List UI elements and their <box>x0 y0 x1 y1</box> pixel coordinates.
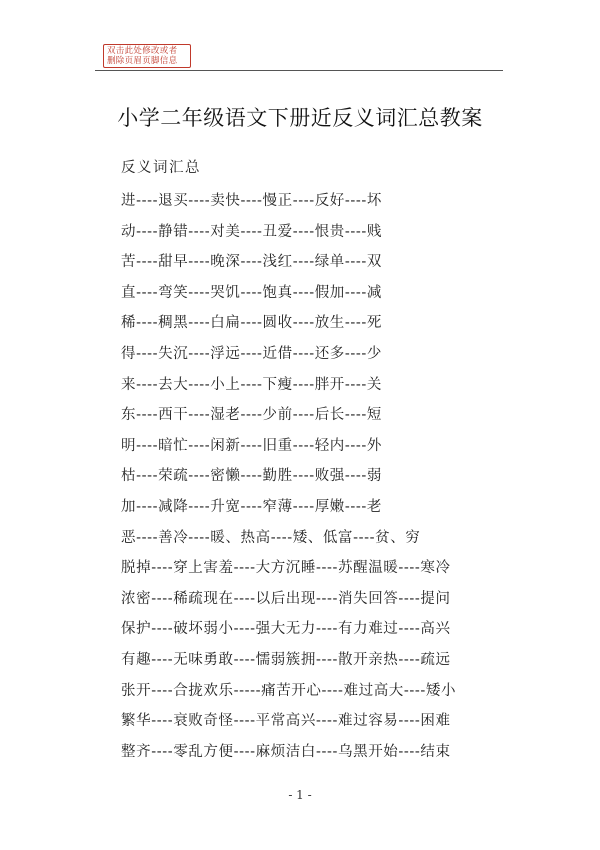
section-heading: 反义词汇总 <box>121 160 201 176</box>
antonym-line: 动----静错----对美----丑爱----恨贵----贱 <box>121 223 382 240</box>
header-divider <box>95 70 503 71</box>
antonym-list <box>121 192 501 773</box>
antonym-line: 恶----善冷----暖、热高----矮、低富----贫、穷 <box>121 529 421 546</box>
antonym-line: 稀----稠黑----白扁----圆收----放生----死 <box>121 315 382 332</box>
antonym-line: 得----失沉----浮远----近借----还多----少 <box>121 345 382 362</box>
antonym-line: 进----退买----卖快----慢正----反好----坏 <box>121 193 382 209</box>
antonym-line: 苦----甜早----晚深----浅红----绿单----双 <box>121 254 382 271</box>
page-number: - 1 - <box>288 788 312 802</box>
antonym-line: 来----去大----小上----下瘦----胖开----关 <box>121 376 382 393</box>
antonym-line: 脱掉----穿上害羞----大方沉睡----苏醒温暖----寒冷 <box>121 560 451 577</box>
antonym-line: 东----西干----湿老----少前----后长----短 <box>121 407 382 424</box>
antonym-line: 繁华----衰败奇怪----平常高兴----难过容易----困难 <box>121 713 451 730</box>
antonym-line: 保护----破坏弱小----强大无力----有力难过----高兴 <box>121 621 451 638</box>
antonym-line: 浓密----稀疏现在----以后出现----消失回答----提问 <box>121 590 451 607</box>
stamp-line-2: 删除页眉页脚信息 <box>107 56 178 66</box>
antonym-line: 枯----荣疏----密懒----勤胜----败强----弱 <box>121 468 382 485</box>
document-title: 小学二年级语文下册近反义词汇总教案 <box>117 106 483 130</box>
antonym-line: 加----减降----升宽----窄薄----厚嫩----老 <box>121 498 382 515</box>
antonym-line: 张开----合拢欢乐-----痛苦开心----难过高大----矮小 <box>121 682 457 699</box>
antonym-line: 明----暗忙----闲新----旧重----轻内----外 <box>121 437 382 454</box>
edit-header-stamp[interactable] <box>103 44 191 68</box>
antonym-line: 直----弯笑----哭饥----饱真----假加----减 <box>121 284 382 301</box>
antonym-line: 有趣----无味勇敢----懦弱簇拥----散开亲热----疏远 <box>121 651 451 668</box>
antonym-line: 整齐----零乱方便----麻烦洁白----乌黑开始----结束 <box>121 743 451 760</box>
stamp-line-1: 双击此处修改或者 <box>107 46 178 56</box>
